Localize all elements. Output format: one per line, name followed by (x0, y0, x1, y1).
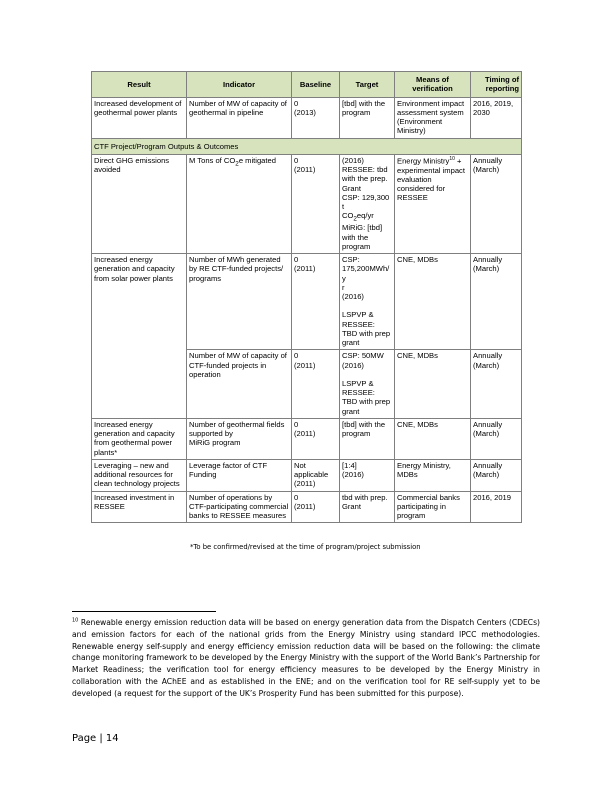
table-row (92, 418, 522, 459)
cell-timing: 2016, 2019 (471, 491, 522, 523)
indicator-text-end: e mitigated (238, 155, 276, 165)
cell-result-empty (92, 350, 187, 419)
baseline-value: 0 (294, 492, 299, 502)
cell-result: Direct GHG emissions avoided (92, 154, 187, 253)
baseline-year: (2011) (294, 429, 316, 439)
table-row (92, 350, 522, 419)
cell-target: [tbd] with the program (340, 418, 395, 459)
means-text: Energy Ministry (397, 156, 450, 166)
cell-indicator: Number of MW of capacity of geothermal in pipeline (187, 97, 292, 138)
cell-means: Commercial banks participating in program (395, 491, 471, 523)
baseline-value: 0 (294, 255, 299, 265)
target-line: RESSEE: TBD with prep grant (342, 319, 391, 348)
subscript: 2 (235, 160, 239, 168)
table-row (92, 459, 522, 491)
cell-means: CNE, MDBs (395, 350, 471, 419)
target-line: MiRiG: [tbd] with the program (342, 223, 383, 251)
cell-target (340, 254, 395, 350)
section-label: CTF Project/Program Outputs & Outcomes (92, 138, 522, 154)
baseline-value: 0 (294, 419, 299, 429)
cell-baseline (292, 350, 340, 419)
target-line: CSP: 50MW (342, 351, 384, 361)
spacer (342, 370, 392, 379)
cell-indicator: Number of operations by CTF-participating commercial banks to RESSEE measures (187, 491, 292, 523)
cell-baseline (292, 154, 340, 253)
header-timing: Timing of reporting (471, 72, 522, 98)
cell-timing: Annually (March) (471, 459, 522, 491)
indicator-line: MiRiG program (189, 438, 241, 448)
footnote-number: 10 (72, 617, 79, 624)
section-row (92, 138, 522, 154)
table-row (92, 97, 522, 138)
cell-result: Increased development of geothermal power plants (92, 97, 187, 138)
cell-timing: Annually (March) (471, 254, 522, 350)
means-text-end: + experimental impact evaluation considered for RESSEE (397, 156, 465, 203)
cell-means (395, 154, 471, 253)
target-line (342, 211, 392, 223)
indicator-text: M Tons of CO (189, 155, 236, 165)
target-line: (2016) (342, 360, 364, 370)
cell-result: Increased energy generation and capacity from solar power plants (92, 254, 187, 350)
header-target: Target (340, 72, 395, 98)
footnote-ref: 10 (449, 155, 455, 162)
baseline-year: (2011) (294, 501, 316, 511)
target-line: (2016) (342, 155, 364, 165)
cell-means: Energy Ministry, MDBs (395, 459, 471, 491)
cell-baseline (292, 418, 340, 459)
footnote-divider (72, 611, 216, 612)
baseline-year: (2011) (294, 360, 316, 370)
baseline-year: (2011) (294, 165, 316, 174)
spacer (342, 301, 392, 310)
cell-means: CNE, MDBs (395, 254, 471, 350)
cell-result: Increased energy generation and capacity from geothermal power plants* (92, 418, 187, 459)
target-line: RESSEE: TBD with prep grant (342, 388, 391, 416)
baseline-year: (2011) (294, 264, 316, 274)
baseline-value: 0 (294, 351, 299, 361)
footnote (72, 617, 540, 699)
cell-baseline (292, 491, 340, 523)
table-note: *To be confirmed/revised at the time of program/project submission (190, 543, 421, 551)
target-line: 175,200MWh/y (342, 264, 390, 283)
target-line: LSPVP & (342, 310, 374, 320)
cell-baseline (292, 254, 340, 350)
target-text-end: eq/yr (356, 211, 374, 221)
target-line: CSP: 129,300 t (342, 192, 390, 211)
header-indicator: Indicator (187, 72, 292, 98)
table-header-row (92, 72, 522, 98)
cell-timing: Annually (March) (471, 418, 522, 459)
cell-indicator: Leverage factor of CTF Funding (187, 459, 292, 491)
table-row (92, 491, 522, 523)
header-result: Result (92, 72, 187, 98)
indicator-line: Number of geothermal fields supported by (189, 419, 285, 439)
target-line: [1:4] (342, 460, 357, 470)
cell-target: [tbd] with the program (340, 97, 395, 138)
footnote-text: Renewable energy emission reduction data will be based on energy generation data from the Dispatch Centers (CDECs) and emission factors for each of the national grids from the Energy Ministry using standard IPCC methodologies. Renewable energy self-supply and energy efficiency emission reduction data will be based on the following: the climate change monitoring framework to be developed by the Energy Ministry with the support of the World Bank’s Partnership for Market Readiness; the verification tool for energy efficiency measures to be developed by the Energy Ministry in collaboration with the AChEE and as established in the ENE; and on the verification tool for RE self-supply yet to be developed (a request for the support of the UK’s Prosperity Fund has been submitted for this purpose). (72, 618, 540, 698)
baseline-value: 0 (294, 98, 299, 108)
header-means-of-verification: Means of verification (395, 72, 471, 98)
header-baseline: Baseline (292, 72, 340, 98)
subscript: 2 (353, 215, 357, 223)
cell-indicator: Number of MW of capacity of CTF-funded projects in operation (187, 350, 292, 419)
target-line: RESSEE: tbd with the prep. Grant (342, 165, 388, 193)
cell-result: Increased investment in RESSEE (92, 491, 187, 523)
cell-means: Environment impact assessment system (Environment Ministry) (395, 97, 471, 138)
cell-result: Leveraging – new and additional resources for clean technology projects (92, 459, 187, 491)
baseline-value: 0 (294, 155, 299, 165)
baseline-value: Not applicable (294, 460, 329, 480)
target-line: r (342, 282, 345, 292)
table-row (92, 154, 522, 253)
cell-timing: Annually (March) (471, 350, 522, 419)
cell-target (340, 154, 395, 253)
cell-target (340, 350, 395, 419)
baseline-year: (2011) (294, 479, 316, 489)
cell-target (340, 459, 395, 491)
cell-indicator (187, 418, 292, 459)
cell-target: tbd with prep. Grant (340, 491, 395, 523)
cell-baseline (292, 97, 340, 138)
cell-means: CNE, MDBs (395, 418, 471, 459)
page-number: Page | 14 (72, 733, 119, 744)
cell-indicator: Number of MWh generated by RE CTF-funded projects/ programs (187, 254, 292, 350)
cell-baseline (292, 459, 340, 491)
table-row (92, 254, 522, 350)
target-line: LSPVP & (342, 378, 374, 388)
target-text: CO (342, 211, 354, 221)
baseline-year: (2013) (294, 107, 316, 117)
target-line: (2016) (342, 292, 364, 302)
cell-timing: Annually (March) (471, 154, 522, 253)
cell-indicator (187, 154, 292, 253)
cell-timing: 2016, 2019, 2030 (471, 97, 522, 138)
target-line: CSP: (342, 255, 360, 265)
target-line: (2016) (342, 470, 364, 480)
results-table (91, 71, 522, 523)
